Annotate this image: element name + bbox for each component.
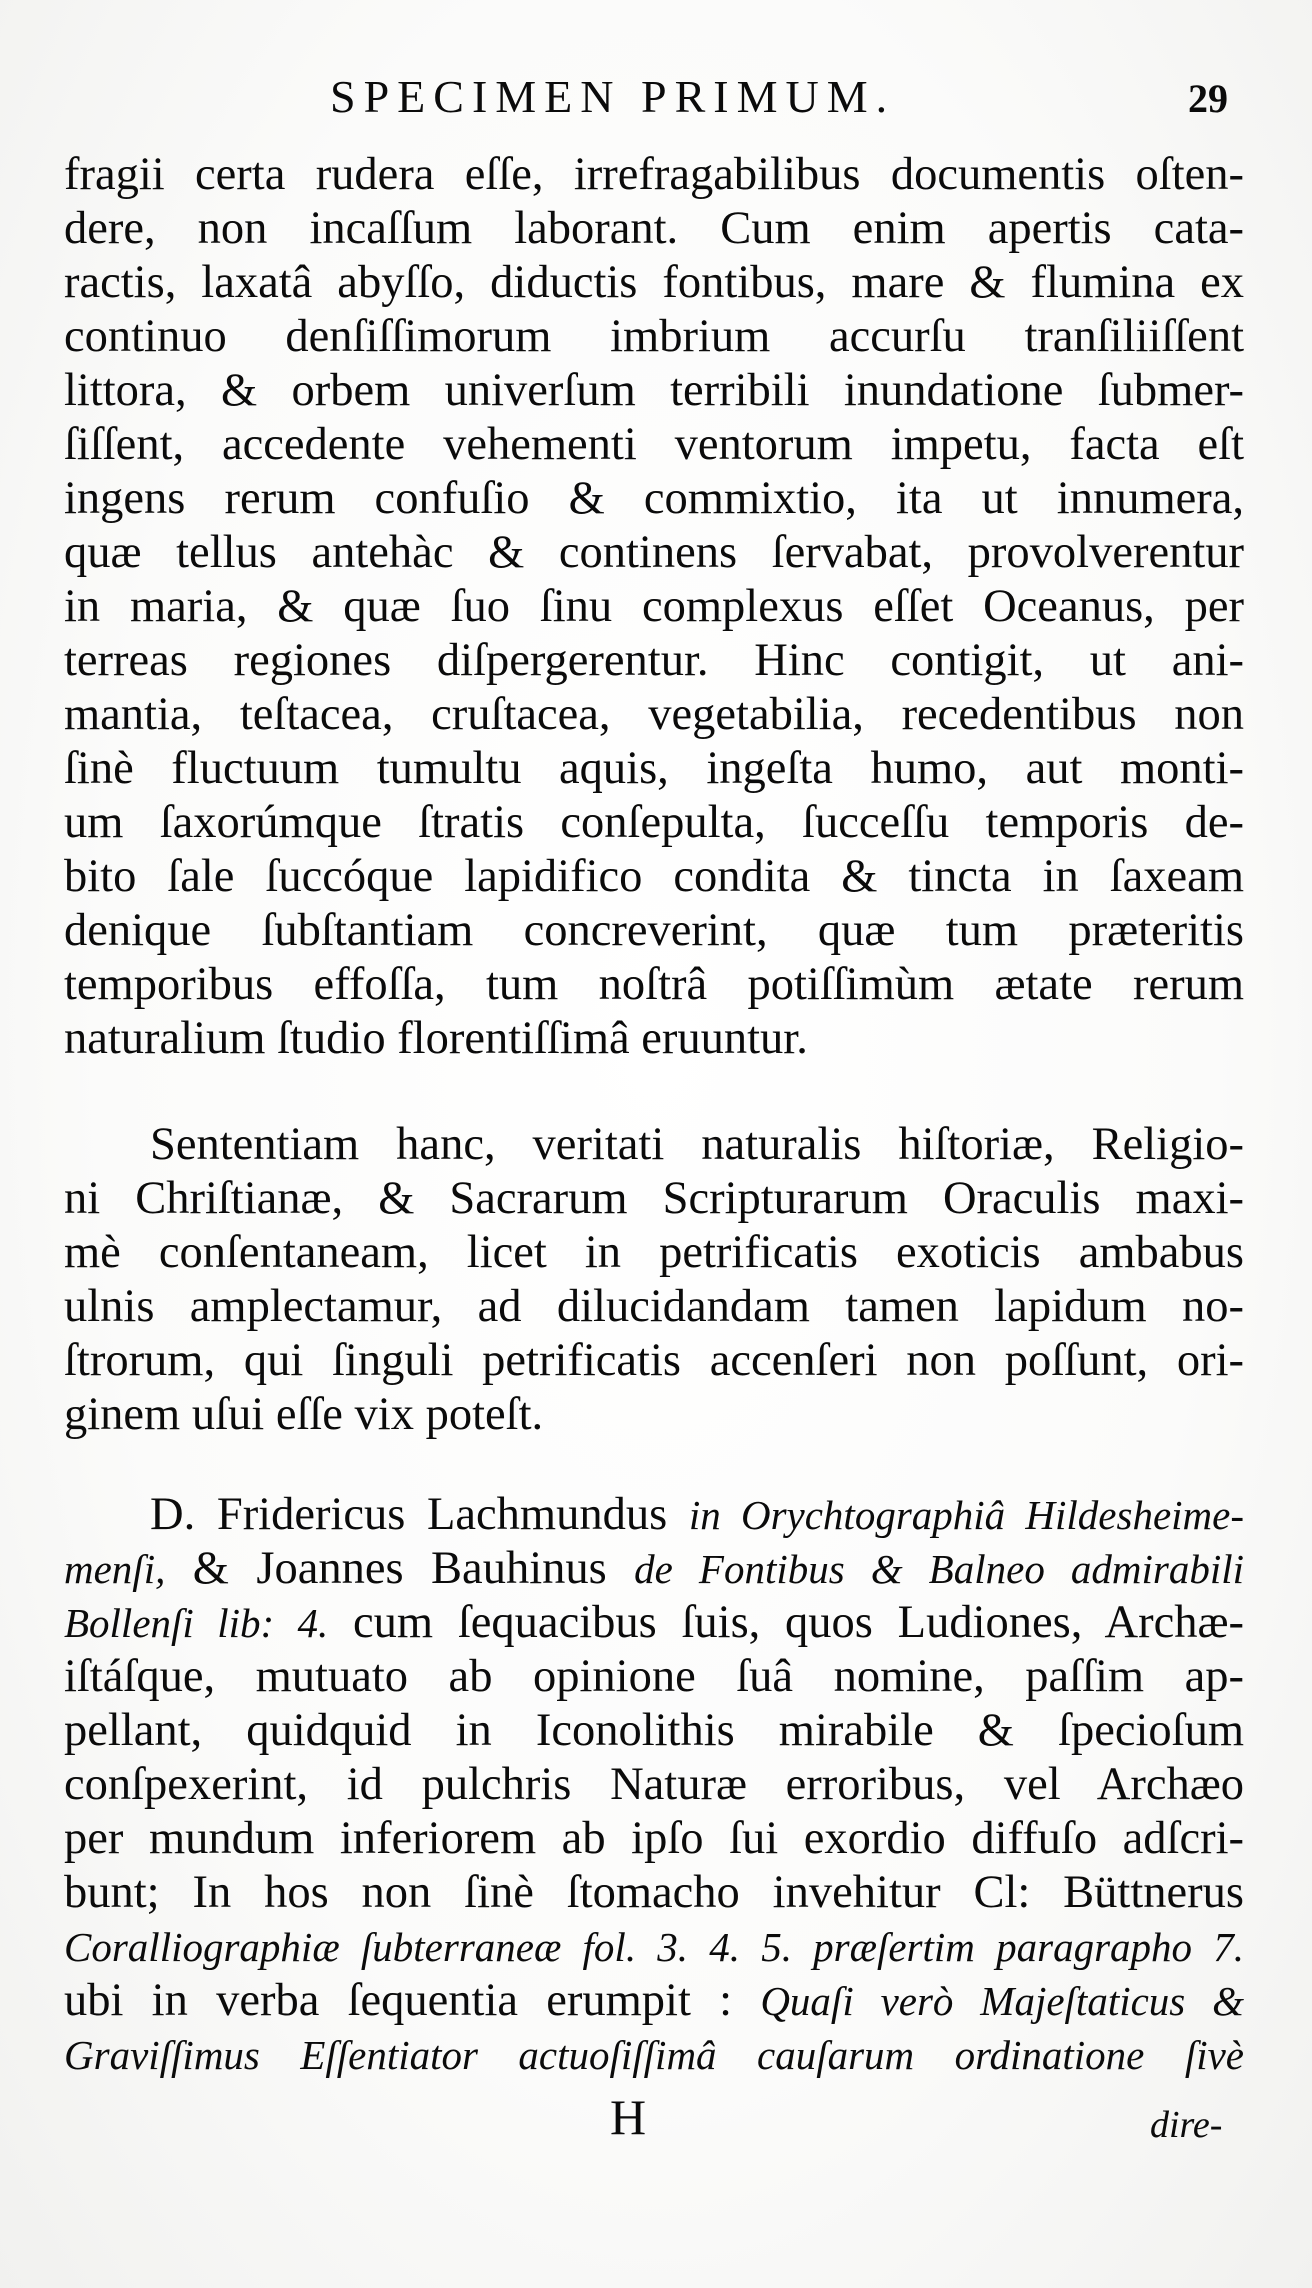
author-name: D. Fridericus Lachmundus [150,1489,668,1540]
paragraph-gap [64,1442,1244,1488]
signature-mark: H [610,2089,647,2145]
text-segment: ubi in verba ſequentia erumpit : [64,1975,733,2026]
paragraph-gap [64,1066,1244,1118]
text-line: per mundum inferiorem ab ipſo ſui exordio diffuſo adſcri- [64,1813,1244,1864]
text-line [64,1542,1244,1596]
text-segment: cum ſequacibus ſuis, quos Ludiones, Archæ- [353,1597,1245,1648]
text-line [64,1488,1244,1542]
text-line: continuo denſiſſimorum imbrium accurſu tranſiliiſſent [64,311,1244,362]
body-text [64,148,1244,2082]
text-line: fragii certa rudera eſſe, irrefragabilibus documentis oſten- [64,149,1244,200]
text-line: littora, & orbem univerſum terribili inundatione ſubmer- [64,365,1244,416]
work-title: de Fontibus & Balneo admirabili [634,1546,1245,1592]
text-line: conſpexerint, id pulchris Naturæ erroribus, vel Archæo [64,1759,1244,1810]
text-line: um ſaxorúmque ſtratis conſepulta, ſucceſſu temporis de- [64,797,1244,848]
text-line [64,1974,1244,2028]
text-line [64,1596,1244,1650]
text-line [64,2028,1244,2082]
paragraph-2 [64,1118,1244,1442]
text-line: quæ tellus antehàc & continens ſervabat, provolverentur [64,527,1244,578]
quotation: Quaſi verò Majeſtaticus & [760,1978,1245,2024]
text-line: ractis, laxatâ abyſſo, diductis fontibus, mare & flumina ex [64,257,1244,308]
work-title: Coralliographiæ ſubterraneæ fol. 3. 4. 5. præſertim paragrapho 7. [64,1924,1244,1970]
text-line: mantia, teſtacea, cruſtacea, vegetabilia, recedentibus non [64,689,1244,740]
work-title: in Orychtographiâ Hildesheime- [688,1492,1245,1538]
text-line: in maria, & quæ ſuo ſinu complexus eſſet Oceanus, per [64,581,1244,632]
text-line [64,1920,1244,1974]
text-line: temporibus effoſſa, tum noſtrâ potiſſimùm ætate rerum [64,959,1244,1010]
text-line: ſiſſent, accedente vehementi ventorum impetu, facta eſt [64,419,1244,470]
text-line: terreas regiones diſpergerentur. Hinc contigit, ut ani- [64,635,1244,686]
text-line: naturalium ſtudio florentiſſimâ eruuntur. [64,1013,808,1064]
page-number: 29 [1188,76,1228,121]
text-line: mè conſentaneam, licet in petrificatis exoticis ambabus [64,1227,1244,1278]
text-line: ulnis amplectamur, ad dilucidandam tamen lapidum no- [64,1281,1244,1332]
text-line: Sententiam hanc, veritati naturalis hiſtoriæ, Religio- [150,1119,1244,1170]
text-line: ginem uſui eſſe vix poteſt. [64,1389,544,1440]
text-line: bito ſale ſuccóque lapidifico condita & tincta in ſaxeam [64,851,1244,902]
work-title: menſi, [64,1546,166,1592]
catchword: dire- [1150,2104,1223,2146]
text-line: bunt; In hos non ſinè ſtomacho invehitur Cl: Büttnerus [64,1867,1244,1918]
text-line: iſtáſque, mutuato ab opinione ſuâ nomine, paſſim ap- [64,1651,1244,1702]
paragraph-3 [64,1488,1244,2082]
work-title: Bollenſi lib: 4. [64,1600,329,1646]
text-line: dere, non incaſſum laborant. Cum enim apertis cata- [64,203,1244,254]
author-name: & Joannes Bauhinus [192,1543,607,1594]
text-line: ingens rerum confuſio & commixtio, ita ut innumera, [64,473,1244,524]
text-line: ſtrorum, qui ſinguli petrificatis accenſeri non poſſunt, ori- [64,1335,1244,1386]
text-line: pellant, quidquid in Iconolithis mirabile & ſpecioſum [64,1705,1244,1756]
quotation: Graviſſimus Eſſentiator actuoſiſſimâ cauſarum ordinatione ſivè [64,2032,1244,2078]
running-head [0,62,1312,132]
running-head-title: SPECIMEN PRIMUM. [330,71,896,122]
text-line: ni Chriſtianæ, & Sacrarum Scripturarum Oraculis maxi- [64,1173,1244,1224]
text-line: ſinè fluctuum tumultu aquis, ingeſta humo, aut monti- [64,743,1244,794]
paragraph-1 [64,148,1244,1066]
text-line: denique ſubſtantiam concreverint, quæ tum præteritis [64,905,1244,956]
